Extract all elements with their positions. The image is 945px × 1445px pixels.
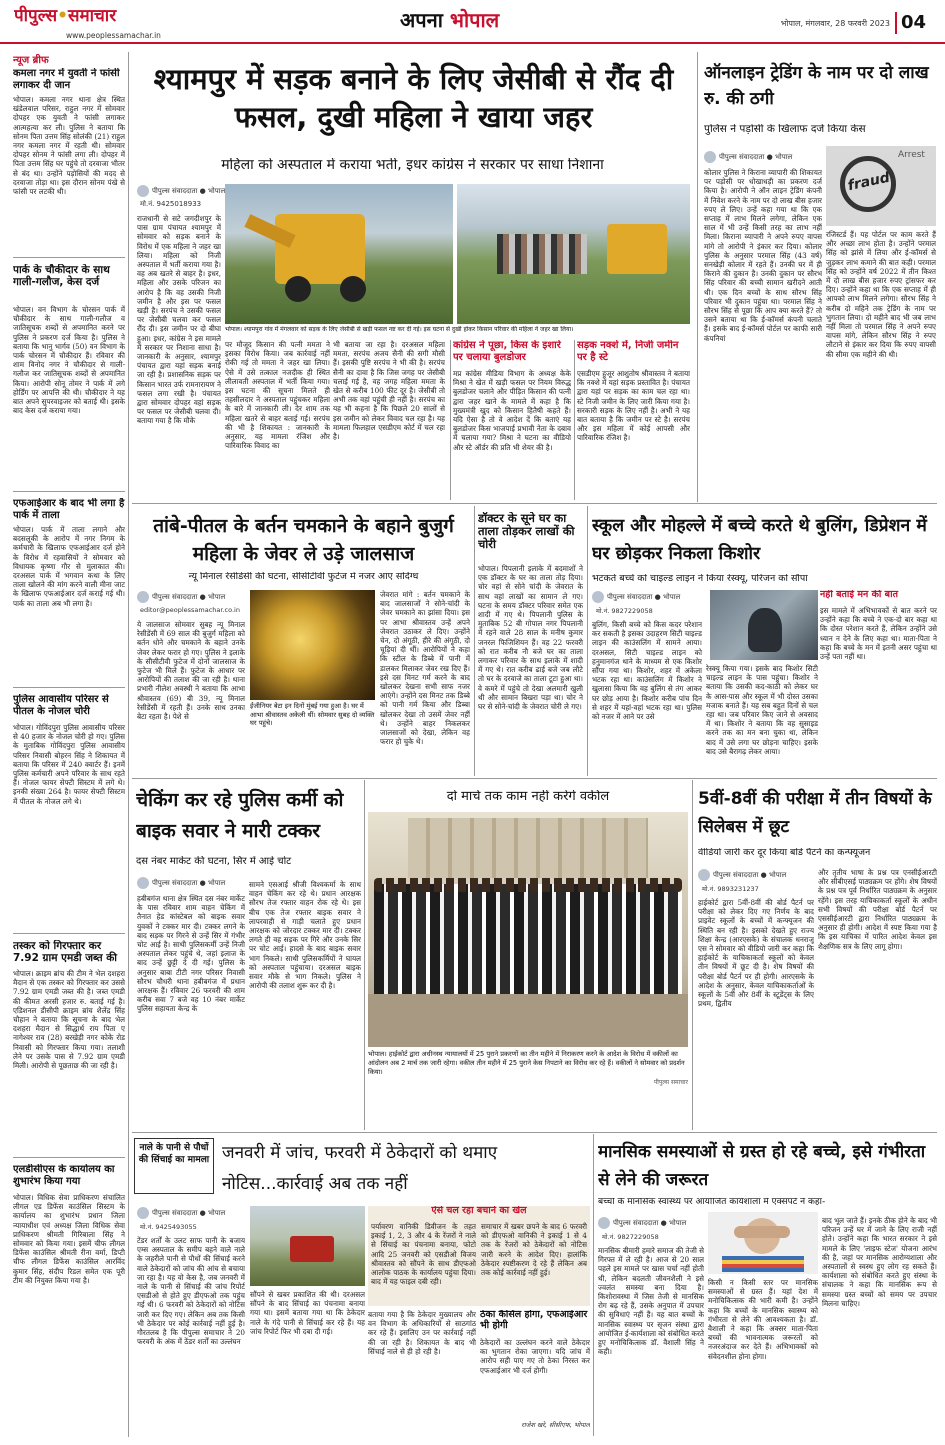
- brief-item: [13, 940, 125, 1158]
- jcb-wheel: [285, 276, 311, 302]
- bullying-body-col2: रेस्क्यू किया गया। इसके बाद किशोर सिटी चाइल्ड लाइन के पास पहुंचा। किशोर ने बताया कि उसकी कद-काठी को लेकर घर के आस-पास और स्कूल में भी दोस्त उसका मजाक बनाते हैं। यह सब बहुत दिनों से चल रहा था। जब परिवार किए जाने से अवसाद में था। किशोर ने बताया कि वह सुसाइड करने तक का मन बना चुका था, लेकिन बाद में उसे लगा घर छोड़ना चाहिए। इसके बाद उसे बैरागढ़ लेकर आया।: [706, 664, 818, 756]
- stressed-child-photo: [708, 1212, 818, 1274]
- reporter-avatar: [137, 877, 149, 889]
- books: [722, 1256, 804, 1272]
- road-box: [577, 340, 690, 502]
- lawyers-caption: भोपाल। हाईकोर्ट द्वारा अधीनस्थ न्यायालयों में 25 पुराने प्रकरणों का तीन महीने में निराकरण करने के आदेश के विरोध में वकीलों का आंदोलन अब 2 मार्च तक जारी रहेगा। वकील तीन महीने में 25 पुराने केस निपटाने का विरोध कर रहे हैं। वकीलों ने सोमवार को प्रदर्शन किया।: [368, 1050, 685, 1076]
- bullying-sidebar-title: नहीं बताई मन की बात: [820, 590, 898, 600]
- bullying-subhead: भटकते बच्चे को चाइल्ड लाइन ने किया रेस्क्यू, परिजन को सौंपा: [592, 574, 808, 584]
- reporter-avatar: [137, 185, 149, 197]
- mental-byline: [598, 1216, 718, 1230]
- brief-item: [13, 1164, 125, 1379]
- exams-mobile: मो.नं. 9893231237: [702, 885, 759, 893]
- lead-photo-caption: भोपाल। श्यामपुरा गांव में मंगलवार को सड़क के लिए जेसीबी से खड़ी फसल नष्ट कर दी गई। इस घटना से दुखी होकर किसान परिवार की महिला ने जहर खा लिया।: [225, 326, 574, 333]
- courtyard-floor: [368, 994, 688, 1047]
- bullying-headline: स्कूल और मोहल्ले में बच्चे करते थे बुलिंग, डिप्रेशन में घर छोड़कर निकला किशोर: [592, 516, 927, 564]
- drain-headline: जनवरी में जांच, फरवरी में ठेकेदारों को थमाए नोटिस...कार्रवाई अब तक नहीं: [222, 1143, 498, 1194]
- arrest-text: Arrest: [898, 150, 925, 160]
- police-subhead: दस नंबर मार्केट की घटना, सिर में आई चोट: [136, 856, 292, 867]
- brief-body: भोपाल। विधिक सेवा प्राधिकरण संचालित लीगल एड डिफेंस काउंसिल सिस्टम के कार्यालय का शुभारंभ प्रधान जिला न्यायाधीश एवं अध्यक्ष जिला विधिक सेवा प्राधिकरण श्रीमती गिरिबाला सिंह ने सोमवार को किया गया। इसमें चीफ लीगल डिफेंस काउंसिल श्रीमती रीना वर्मा, डिप्टी चीफ लीगल डिफेंस काउंसिल आरविंद कुमार सिंह, संदीप रिडल समेत एक पूरी टीम की नियुक्त किया गया है।: [13, 1193, 125, 1285]
- mental-mobile: मो.नं. 9827229058: [602, 1233, 659, 1241]
- brand-logo: [14, 3, 164, 29]
- police-headline: चेकिंग कर रहे पुलिस कर्मी को बाइक सवार ने मारी टक्कर: [136, 789, 344, 842]
- utensil-body-col2: जेवरात मांगे : बर्तन चमकाने के बाद जालसाजों ने सोने-चांदी के जेवर चमकाने का झांसा दिया। इस पर आभा श्रीवास्तव उन्हें अपने जेवरात उठाकर ले दिए। उन्होंने चेन, दो अंगूठी, हीरे की अंगूठी, दो चूड़ियां दी थीं। आरोपियों ने कहा कि स्टील के डिब्बे में पानी में डालकर मिलाकर जेवर रख दिए हैं। इसे दस मिनट गर्म करने के बाद खोलकर देखना सभी साफ नजर आएंगे। उन्होंने दस मिनट तक डिब्बे को पानी गर्म किया और डिब्बा खोलकर देखा तो उसमें जेवर नहीं थे। उन्होंने बाहर निकलकर जालसाजों को देखा, लेकिन वह फरार हो चुके थे।: [380, 590, 470, 747]
- section-prefix: अपना: [400, 8, 443, 32]
- brief-title: कमला नगर में युवती ने फांसी लगाकर दी जान: [13, 68, 120, 91]
- jcb-machine: [275, 214, 365, 284]
- drain-byline: [137, 1206, 257, 1220]
- drain-body-col3: बताया गया है कि ठेकेदार मुख्यालय और वन विभाग के अधिकारियों से साठगांठ कर रहे हैं। इसलिए उन पर कार्रवाई नहीं की जा रही है। शिकायत के बाद भी सिंचाई नाले से ही हो रही है।: [368, 1310, 476, 1356]
- drain-box: [368, 1206, 590, 1306]
- brief-title: तस्कर को गिरफ्तार कर 7.92 ग्राम एमडी जब्त की: [13, 940, 118, 965]
- fraud-byline: [704, 150, 824, 164]
- drain-contract-title: ठेका कैंसिल होगा, एफआईआर भी होगी: [480, 1310, 588, 1331]
- drain-label-box: [134, 1138, 214, 1194]
- tractor: [290, 1236, 334, 1262]
- mental-body-col2: किसी न किसी स्तर पर मानसिक समस्याओं से ग्रस्त हैं। यहां देश में मनोचिकित्सक की भारी कमी है। उन्होंने कहा कि बच्चों के मानसिक स्वास्थ्य को गंभीरता से लेने की आवश्यकता है। डॉ. वैशाली ने कहा कि अक्सर माता-पिता बच्चों की भावनात्मक जरूरतों को नजरअंदाज कर देते हैं। अभिभावकों को संवेदनशील होना होगा।: [708, 1278, 818, 1361]
- reporter-avatar: [598, 1217, 610, 1229]
- drain-mobile: मो.नं. 9425493055: [140, 1223, 197, 1231]
- brief-body: भोपाल। वन विभाग के चोरसन पार्क में चौकीदार के साथ गाली-गलौज व जातिसूचक शब्दों से अपमानित करने पर पुलिस ने प्रकरण दर्ज किया है। पुलिस ने बताया कि भानु भार्गव (50) वन विभाग के पार्क चोरसन में चौकीदार हैं। रविवार की शाम विनोद नगर ने चौकीदार से गाली-गलौज कर जातिसूचक शब्दों से अपमानित किया। आरोपी सोनू तोमर ने पार्क में लगे होर्डिंग पर आपत्ति की थी। चौकीदार ने यह बात अपने सुपरवाइजर को बताई थी। इसके बाद केस दर्ज कराया गया।: [13, 305, 125, 416]
- drain-byline-text: पीपुल्स संवाददाता ● भोपाल: [152, 1208, 226, 1217]
- mental-headline: मानसिक समस्याओं से ग्रस्त हो रहे बच्चे, इसे गंभीरता से लेने की जरूरत: [598, 1142, 926, 1190]
- news-brief-column: [13, 52, 125, 1437]
- fraud-photo: [826, 146, 936, 226]
- drain-label: नाले के पानी से पौधों की सिंचाई का मामला: [138, 1143, 210, 1165]
- jewellery-photo: [250, 590, 375, 700]
- brief-item: [13, 68, 125, 258]
- fraud-byline-text: पीपुल्स संवाददाता ● भोपाल: [719, 152, 793, 161]
- brief-item: [13, 694, 125, 934]
- doctor-headline: डॉक्टर के सूने घर का ताला तोड़कर लाखों की चोरी: [478, 512, 575, 552]
- lawyers-headline: दो मार्च तक काम नहीं करेंगे वकील: [446, 790, 610, 804]
- fraud-body-col2: रजिस्टर्ड हैं। यह पोर्टल पर काम करते हैं और अच्छा लाभ होता है। उन्होंने परमाल सिंह को झांसे में लिया और ई-कॉमर्स से जुड़कर लाभ कमाने की बात कही। परमाल सिंह को उन्होंने वर्ष 2022 में तीन किश्त में दो लाख बीस हजार रुपए ट्रांसफर कर दिए। उन्होंने कहा था कि एक सप्ताह में ही आपको लाभ मिलने लगेगा। सौरभ सिंह ने करीब दो महिने तक ट्रेडिंग के नाम पर भुगतान लिया। दो महीने बाद भी जब लाभ नहीं मिला तो परमाल सिंह ने अपने रुपए वापस मांगे, लेकिन सौरभ सिंह ने रुपए लौटाने से इंकार कर दिया कि रुपए वापसी की सीमा एक महीने की थी।: [826, 230, 936, 359]
- jcb-wheel: [340, 276, 366, 302]
- bullying-sidebar-body: इस मामले में अभिभावकों से बात करने पर उन्होंने कहा कि बच्चे ने एक-दो बार कहा था कि दोस्त परेशान करते हैं, लेकिन उन्होंने उसे ध्यान न देने के लिए कहा था। माता-पिता ने कहा कि बच्चे के मन में इतनी असर पहुंचा था उन्हें पता नहीं था।: [820, 606, 937, 662]
- lawyers-heads: [374, 878, 682, 892]
- bullying-mobile: मो.नं. 9827229058: [596, 607, 653, 615]
- utensil-email[interactable]: editor@peoplessamachar.co.in: [140, 606, 240, 614]
- lead-byline-text: पीपुल्स संवाददाता ● भोपाल: [152, 186, 226, 195]
- court-building: [408, 818, 648, 878]
- lead-subhead: महिला को अस्पताल में कराया भर्ती, इधर कांग्रेस ने सरकार पर साधा निशाना: [221, 158, 604, 173]
- congress-headline: कांग्रेस ने पूछा, किस के इशारे पर चलाया बुलडोजर: [453, 340, 561, 363]
- utensil-byline-text: पीपुल्स संवाददाता ● भोपाल: [152, 592, 226, 601]
- utensil-subhead: न्यू मिनाल रेसीडेंसी की घटना, सीसीटीवी फुटेज में नजर आए संदिग्ध: [188, 572, 419, 582]
- brief-body: भोपाल। कमला नगर थाना क्षेत्र स्थित खंडेलवाल परिसर, राहुल नगर में सोमवार दोपहर एक युवती ने फांसी लगाकर आत्महत्या कर ली। पुलिस ने बताया कि सोनम पिता उत्तम सिंह सोलंकी (21) राहुल नगर कमला नगर में रहती थी। सोमवार दोपहर सोनम ने फांसी लगा ली। दोपहर में पिता उत्तम सिंह घर पहुंचे तो दरवाजा भीतर से बंद था। उन्होंने पड़ोसियों की मदद से दरवाजा तोड़ा था। इस दौरान सोनम पंखे से फांसी पर लटकी थी।: [13, 95, 125, 197]
- crowd: [497, 234, 587, 274]
- mental-body-col1: मानसिक बीमारी हमारे समाज की तेजी से गिरफ्त में ले रही है। आज से 20 साल पहले इस मामले पर खास चर्चा नहीं होती थी, लेकिन बदलती जीवनशैली ने इसे ज्वलंत समस्या बना दिया है। किशोरावस्था में जिस तेजी से मानसिक रोग बढ़ रहे हैं, उसके अनुपात में उपचार की सुविधाएं नहीं हैं। यह बात बच्चों के मानसिक स्वास्थ्य पर सृजन संस्था द्वारा आयोजित ई-कार्यशाला को संबोधित करते हुए मनोचिकित्सक डॉ. वैशाली सिंह ने कही।: [598, 1246, 704, 1357]
- lead-body-col1: राजधानी से सटे जगदीशपुर के पास ग्राम पंचायत श्यामपुर में सोमवार को सड़क बनाने के विरोध में एक महिला ने जहर खा लिया। महिला को निजी अस्पताल में भर्ती कराया गया है। वह अब खतरे से बाहर है। इधर, महिला और उसके परिजन का आरोप है कि वह उसकी निजी जमीन है और इस पर फसल खड़ी है। सरपंच ने उसकी फसल पर जेसीबी चलवा कर फसल रौंद दी। इस जमीन पर दो बीघा हुआ। इधर, कांग्रेस ने इस मामले में सरकार पर निशाना साधा है। जानकारी के अनुसार, श्यामपुर पंचायत द्वारा यहां सड़क बनाई जा रही है। प्रशासनिक सड़क पर किसान भारत उर्फ रामनारायण ने फसल लगा रखी है। पंचायत द्वारा सोमवार दोपहर वहां सड़क पर फसल पर जेसीबी चलवा दी। बताया गया है कि मौके: [137, 214, 221, 426]
- dateline: भोपाल, मंगलवार, 28 फरवरी 2023: [780, 19, 890, 28]
- bullying-byline: [592, 590, 712, 604]
- brief-body: भोपाल। पार्क में ताला लगाने और बदसलूकी के आरोप में नगर निगम के कर्मचारी के खिलाफ एफआईआर दर्ज होने के विरोध में रहवासियों ने सोमवार को विधायक कृष्णा गौर से मुलाकात की। दरअसल पार्क में भगवान कथा के लिए ताला खोलने की मांग करने वाली मीना जाट के खिलाफ एफआईआर दर्ज कराई गई थी। पार्क का ताला अब भी लगा है।: [13, 525, 125, 608]
- bullying-body-col1: बुलिंग, किसी बच्चे को किस कदर परेशान कर सकती है इसका उदाहरण सिटी चाइल्ड लाइन की काउंसलिंग में सामने आया। दरअसल, सिटी चाइल्ड लाइन को हनुमानगंज थाने के माध्यम से एक किशोर सौंपा गया था। किशोर, शहर में अकेला भटक रहा था। काउंसलिंग में किशोर ने खुलासा किया कि वह बुलिंग से तंग आकर घर छोड़ आया है। किशोर करीब पांच दिन से शहर में यहां-वहां भटक रहा था। पुलिस को नजर में आने पर उसे: [592, 620, 702, 722]
- lead-photo-field: [457, 184, 690, 324]
- exams-subhead: वीडियो जारी कर दूर किया बोर्ड पैटर्न का कन्फ्यूजन: [698, 848, 871, 858]
- road-body: एसडीएम हुजूर आशुतोष श्रीवास्तव ने बताया कि नक्शे में यहां सड़क प्रस्तावित है। पंचायत द्वारा यहां पर सड़क का काम चल रहा था। स्टे निजी जमीन के लिए जारी किया गया है। सरकारी सड़क के लिए नहीं है। अभी ने यह बात बताया है कि जमीन पर स्टे है। सरपंच और इस महिला में कोई आपसी और पारिवारिक रंजिश है।: [577, 369, 690, 443]
- lawyers-crowd: [374, 884, 682, 994]
- brief-item: [13, 264, 125, 492]
- section-name: भोपाल: [449, 8, 500, 32]
- mental-body-col3: बाद भूल जाते हैं। इनके ठीक होने के बाद भी परिजन उन्हें घर में जाने के लिए राजी नहीं होते। उन्होंने कहा कि भारत सरकार ने इसे मामले के लिए 'लाइफ स्टेज' योजना आरंभ की है, जहां पर मानसिक आरोग्यशाला और अस्पतालों से स्वस्थ हुए लोग रह सकते हैं। कार्यशाला को संबोधित करते हुए संस्था के संचालक ने कहा कि मानसिक रूप से समस्या ग्रस्त बच्चों को समय पर उपचार मिलना चाहिए।: [822, 1216, 937, 1308]
- brief-title: पार्क के चौकीदार के साथ गाली-गलौज, केस दर्ज: [13, 264, 110, 289]
- bullying-byline-text: पीपुल्स संवाददाता ● भोपाल: [607, 592, 681, 601]
- fraud-subhead: पुलिस ने पड़ोसी के खिलाफ दर्ज किया केस: [704, 124, 866, 135]
- drain-box-col1: पर्यावरण वानिकी डिवीजन के तहत इकाई 1, 2, 3 और 4 के रेंजरों ने नाले से सिंचाई का पंचनामा बनाया, फोटो आदि 25 जनवरी को एसडीओ विजय श्रीवास्तव को सौंपने के साथ डीएफओ आलोक पाठक के कार्यालय पहुंचा दिया। बाद में यह फाइल दबी रही।: [371, 1222, 476, 1287]
- police-byline-text: पीपुल्स संवाददाता ● भोपाल: [152, 878, 226, 887]
- brief-title: एफआईआर के बाद भी लगा है पार्क में ताला: [13, 498, 125, 521]
- police-byline: [137, 876, 257, 890]
- drain-contract-body: ठेकेदारों का उल्लंघन करने वाले ठेकेदार का भुगतान रोका जाएगा। यदि जांच में आरोप सही पाए गए तो ठेका निरस्त कर एफआईआर भी दर्ज होगी।: [480, 1338, 590, 1375]
- section-title: [400, 6, 550, 36]
- lawyers-credit: पीपुल्स समाचार: [653, 1079, 688, 1086]
- drain-body-col2: सौंपने से खबर प्रकाशित की थी। दरअसल सौंपने के बाद सिंचाई का पंचनामा बनाया गया था। इसमें बताया गया था कि ठेकेदार नाले के गंदे पानी से सिंचाई कर रहे हैं। यह जांच रिपोर्ट फिर भी दबा दी गई।: [250, 1290, 365, 1336]
- utensil-headline: तांबे-पीतल के बर्तन चमकाने के बहाने बुजुर्ग महिला के जेवर ले उड़े जालसाज: [153, 515, 454, 565]
- reporter-avatar: [592, 591, 604, 603]
- brand-dot-icon: •: [57, 6, 68, 26]
- lawyers-photo: [368, 812, 688, 1047]
- lead-headline: श्यामपुर में सड़क बनाने के लिए जेसीबी से रौंद दी फसल, दुखी महिला ने खाया जहर: [153, 62, 674, 134]
- bullying-sidebar: [820, 590, 937, 776]
- reporter-avatar: [704, 151, 716, 163]
- drain-box-col2: समाचार में खबर छपने के बाद 6 फरवरी को डीएफओ वानिकी ने इकाई 1 से 4 तक के रेंजरों को ठेकेदारों को नोटिस जारी करने के आदेश दिए। हालांकि ठेकेदार स्पष्टीकरण दे रहे हैं लेकिन अब तक कोई कार्रवाई नहीं हुई।: [481, 1222, 587, 1278]
- lead-body-col2: पर मौजूद किसान की पत्नी ममता ने इसका विरोध किया। जब कार्रवाई नहीं रोकी गई तो ममता ने जहर खा लिया। ऐसे में उसे तत्काल नजदीक ही स्थित लीलावती अस्पताल में भर्ती किया गया। इस घटना की सूचना मिलते ही तहसीलदार ने अस्पताल पहुंचकर महिला के बारे में जानकारी ली। देर शाम तक महिला खतरे से बाहर बताई गई। सरपंच की भी है शिकायत : जानकारी के अनुसार, यह मामला रंजिश और पारिवारिक विवाद का: [225, 340, 330, 451]
- congress-body: मप्र कांग्रेस मीडिया विभाग के अध्यक्ष केके मिश्रा ने खेत में खड़ी फसल पर नियम विरुद्ध बुलडोजर चलाने और पीड़ित किसान की पत्नी द्वारा जहर खाने के मामले में कहा है कि मुख्यमंत्री खुद को किसान हितैषी कहते हैं। यदि ऐसा है तो वे आदेश दें कि बताएं यह बुलडोजर किस भाजपाई प्रभावी नेता के दबाव में चलाया गया? मिश्रा ने घटना का वीडियो और स्टे ऑर्डर की प्रति भी शेयर की है।: [453, 369, 571, 452]
- exams-headline: 5वीं-8वीं की परीक्षा में तीन विषयों के सिलेबस में छूट: [698, 789, 932, 837]
- exams-body-col1: हाईकोर्ट द्वारा 5वीं-8वीं की बोर्ड पैटर्न पर परीक्षा को लेकर दिए गए निर्णय के बाद प्राइवेट स्कूलों के बच्चों में कन्फ्यूजन की स्थिति बन रही है। इसको देखते हुए राज्य शिक्षा केन्द्र (आरएसके) के संचालक धनराजू एस ने सोमवार को वीडियो जारी कर कहा कि हाईकोर्ट के याचिकाकर्ता स्कूलों को केवल तीन विषयों में छूट दी है। शेष विषयों की परीक्षा बोर्ड पैटर्न पर ही होगी। आरएसके के आदेश के अनुसार, केवल याचिकाकर्ताओं के स्कूलों के 5वीं और 8वीं के स्टूडेंट्स के लिए प्रथम, द्वितीय: [698, 898, 814, 1009]
- drain-body-col1: टेंडर शर्तों के उलट साफ पानी के बजाय एम्स अस्पताल के समीप बहने वाले नाले के जहरीले पानी से पौधों की सिंचाई करने वाले ठेकेदारों को जांच की आंच से बचाया जा रहा है। यह वो केस है, जब जनवरी में नाले के पानी से सिंचाई की जांच रिपोर्ट एसडीओ से होते हुए डीएफओ तक पहुंच गई थी। 6 फरवरी को ठेकेदारों को नोटिस जारी कर दिए गए। लेकिन अब तक किसी भी ठेकेदार पर कोई कार्रवाई नहीं हुई है। गौरतलब है कि पीपुल्स समाचार ने 20 फरवरी के अंक में ठेंडर शर्तों का उल्लंघन: [137, 1236, 245, 1347]
- doctor-story: [478, 512, 583, 776]
- brief-item: [13, 498, 125, 688]
- reporter-avatar: [698, 869, 710, 881]
- doctor-body: भोपाल। पिपलानी इलाके में बदमाशों ने एक डॉक्टर के घर का ताला तोड़ दिया। चोर वहां से सोने चांदी के जेवरात के साथ वहां लाखों का सामान ले गए। घटना के समय डॉक्टर परिवार समेत एक शादी में गए थे। पिपलानी पुलिस के मुताबिक 52 बी गोपाल नगर पिपलानी में रहने वाले 28 साल के मनीष कुमार जनरल फिजिशियन हैं। वह 22 फरवरी को रात करीब नौ बजे घर का ताला लगाकर परिवार के साथ इलाके में शादी में गए थे। रात करीब ढाई बजे जब लौटे तो घर के दरवाजे का ताला टूटा हुआ था। वे कमरे में पहुंचे तो देखा अलमारी खुली थी और सामान बिखरा पड़ा था। चोर ने घर से सोने-चांदी के जेवरात चोरी ले गए।: [478, 564, 583, 712]
- exams-byline-text: पीपुल्स संवाददाता ● भोपाल: [713, 870, 787, 879]
- fraud-headline: ऑनलाइन ट्रेडिंग के नाम पर दो लाख रु. की ठगी: [704, 63, 929, 109]
- brief-body: भोपाल। गोविंदपुरा पुलिस आवासीय परिसर से 40 हजार के नोजल चोरी हो गए। पुलिस के मुताबिक गोविंदपुरा पुलिस आवासीय परिसर निवासी बोहरन सिंह ने शिकायत में बताया कि परिसर में 240 क्वार्टर हैं। इनमें पुलिस कर्मचारी अपने परिवार के साथ रहते हैं। नोजल फायर सेफ्टी सिस्टम में लगे थे। इनकी संख्या 264 है। फायर सेफ्टी सिस्टम में पीतल के नोजल लगे थे।: [13, 723, 125, 806]
- reporter-avatar: [137, 591, 149, 603]
- utensil-body-col1: ये जालसाज सोमवार सुबह न्यू मिनाल रेसीडेंसी में 69 साल की बुजुर्ग महिला को बर्तन धोने और चमकाने के बहाने उनके जेवर लेकर फरार हो गए। पुलिस ने इलाके के सीसीटीवी फुटेज में दोनों जालसाज के फुटेज भी मिले हैं। फुटेज के आधार पर आरोपियों की तलाश की जा रही है। थाना प्रभारी नीलेश अवस्थी ने बताया कि आभा श्रीवास्तव (69) बी 39, न्यू मिनाल रेसीडेंसी में रहती हैं। उनके साथ उनका बेटा रहता है। पेशे से: [137, 620, 245, 722]
- news-brief-label: न्यूज ब्रीफ: [13, 55, 49, 66]
- jcb-machine: [607, 224, 667, 274]
- child-silhouette: [748, 608, 782, 652]
- police-body-col2: सामने एसआई श्रीजी विश्वकर्मा के साथ वाहन चेकिंग कर रहे थे। प्रधान आरक्षक सौरभ तेज रफ्तार वाहन रोक रहे थे। इस बीच एक तेज रफ्तार बाइक सवार ने लापरवाही से गाड़ी चलाते हुए प्रधान आरक्षक को जोरदार टक्कर मार दी। टक्कर लगते ही वह सड़क पर गिरे और उनके सिर पर चोट आई। हादसे के बाद बाइक सवार भाग निकले। साथी पुलिसकर्मियों ने घायल को अस्पताल पहुंचाया। दरअसल बाइक सवार मौके से भाग निकले। पुलिस ने आरोपी की तलाश शुरू कर दी है।: [249, 880, 361, 991]
- magnifier-icon: [840, 156, 896, 212]
- exams-body-col2: और तृतीय भाषा के प्रश्न पत्र एनसीईआरटी और सीबीएसई पाठ्यक्रम पर होंगे। शेष विषयों के प्रश्न पत्र पूर्व निर्धारित पाठ्यक्रम के अनुसार रहेंगे। इस तरह याचिकाकर्ता स्कूलों के अधीन सभी विषयों की परीक्षा बोर्ड पैटर्न पर एससीईआरटी द्वारा निर्धारित पाठ्यक्रम के अनुसार ही होगी। आदेश में स्पष्ट किया गया है कि इस याचिका में पारित आदेश केवल इस शैक्षणिक सत्र के लिए लागू होगा।: [818, 868, 937, 951]
- road-headline: सड़क नक्शे में, निजी जमीन पर है स्टे: [577, 340, 679, 363]
- drain-box-title: ऐसे चल रहा बचाने का खेल: [431, 1206, 527, 1216]
- reporter-avatar: [137, 1207, 149, 1219]
- utensil-byline: [137, 590, 247, 604]
- child-hands: [734, 1226, 790, 1238]
- congress-box: [453, 340, 571, 502]
- page-number: 04: [895, 12, 929, 34]
- lead-mobile: मो.नं. 9425018933: [140, 200, 202, 208]
- mental-subhead: बच्चों के मानसिक स्वास्थ्य पर आयोजित कार्यशाला में एक्सपर्ट ने कहा-: [598, 1198, 826, 1207]
- brief-title: पुलिस आवासीय परिसर से पीतल के नोजल चोरी: [13, 694, 109, 717]
- lead-photo-jcb: [225, 184, 453, 324]
- brief-body: भोपाल। क्राइम ब्रांच की टीम ने भेल दशहरा मैदान से एक तस्कर को गिरफ्तार कर उससे 7.92 ग्राम एमडी जब्त की है। जब्त एमडी की कीमत अरसी हजार रु. बताई गई है। एडिशनल डीसीपी क्राइम ब्रांच शैलेंद्र सिंह चौहान ने बताया कि सूचना के बाद भेल दशहरा मैदान से सिद्धार्थ राय पिता ए नागेश्वर राव (28) बरखेड़ी नगर कोके रोड निवासी को गिरफ्तार किया गया। तलाशी लेने पर उसके पास से 7.92 ग्राम एमडी मिली। आरोपी से पूछताछ की जा रही है।: [13, 969, 125, 1071]
- drain-photo: [250, 1206, 365, 1286]
- lead-body-col3: भी बताया जा रहा है। दरअसल महिला ममता, सरपंच अजय सैनी की सगी मौसी हैं। इसकी पुष्टि सरपंच ने भी की है। सरपंच सैनी का दावा है कि जिस जगह पर जेसीबी चलाई गई है, वह जगह महिला ममता के खेत से करीब 100 फीट दूर है। जेसीबी तो अभी तक वहां पहुंची ही नहीं है। सरपंच का यह भी कहना है कि पिछले 20 सालों से इस जमीन को लेकर विवाद चल रहा है। यह मामला फिलहाल एसडीएम कोर्ट में चल रहा है।: [333, 340, 445, 442]
- website-link[interactable]: www.peoplessamachar.in: [66, 31, 161, 40]
- drain-contract-sign: राजेश खरे, सीसीएफ, भोपाल: [521, 1421, 590, 1429]
- fraud-stamp: fraud: [846, 169, 892, 195]
- sad-child-photo: [710, 590, 818, 660]
- exams-byline: [698, 868, 818, 882]
- fraud-body-col1: कोलार पुलिस ने किराना व्यापारी की शिकायत पर पड़ोसी पर धोखाधड़ी का प्रकरण दर्ज किया है। आरोपी ने ऑन लाइन ट्रेडिंग कंपनी में निवेश करने के नाम पर दो लाख बीस हजार रुपए ले लिए। उन्हें कहा गया था कि एक सप्ताह में लाभ मिलने लगेगा, लेकिन एक साल में भी उन्हें किसी तरह का लाभ नहीं मिला। किराना व्यापारी ने अपने रुपए वापस मांगे तो आरोपी ने इंकार कर दिया। कोलार पुलिस के अनुसार परमाल सिंह (43 वर्ष) सनखेड़ी कोलार में रहते हैं। उनकी घर में ही किराने की दुकान है। उनकी दुकान पर सौरभ सिंह परिवार की बच्ची सामान खरीदने आती थी। एक दिन बच्चों के साथ सौरभ सिंह परिवार भी दुकान पहुंचा था। परमाल सिंह ने सौरभ सिंह से पूछा कि आप क्या करते हैं? तो उसने बताया था कि ई-कॉमर्स कंपनी चलाते हैं। इसके बाद ई-कॉमर्स पोर्टल पर काफी सारी कंपनियां: [704, 168, 822, 343]
- police-body-col1: हबीबगंज थाना क्षेत्र स्थित दस नंबर मार्केट के पास रविवार शाम वाहन चेकिंग में तैनात हेड कांस्टेबल को बाइक सवार युवकों ने टक्कर मार दी। टक्कर लगने के बाद सड़क पर गिरने से उन्हें सिर में गंभीर चोट आई है। साथी पुलिसकर्मी उन्हें निजी अस्पताल लेकर पहुंचे थे, जहां इलाज के बाद उन्हें छुट्टी दे दी गई। पुलिस के अनुसार बाबा टीटी नगर परिसर निवासी सौरभ चौधरी थाना हबीबगंज में प्रधान आरक्षक हैं। रविवार 26 फरवरी की शाम करीब सवा 7 बजे वह 10 नंबर मार्केट पुलिस सहायता केन्द्र के: [137, 894, 245, 1014]
- drain-contract-box: [480, 1310, 590, 1436]
- brand-right: समाचार: [67, 6, 117, 26]
- masthead: [0, 0, 945, 44]
- mental-byline-text: पीपुल्स संवाददाता ● भोपाल: [613, 1218, 687, 1227]
- brief-title: एलडीसीएस के कार्यालय का शुभारंभ किया गया: [13, 1164, 115, 1187]
- brand-left: पीपुल्स: [14, 6, 58, 26]
- jewellery-caption: ईंजीनियर बेटा इन दिनों मुंबई गया हुआ है। घर में आभा श्रीवास्तव अकेली थीं। सोमवार सुबह दो व्यक्ति घर पहुंचे।: [250, 702, 375, 728]
